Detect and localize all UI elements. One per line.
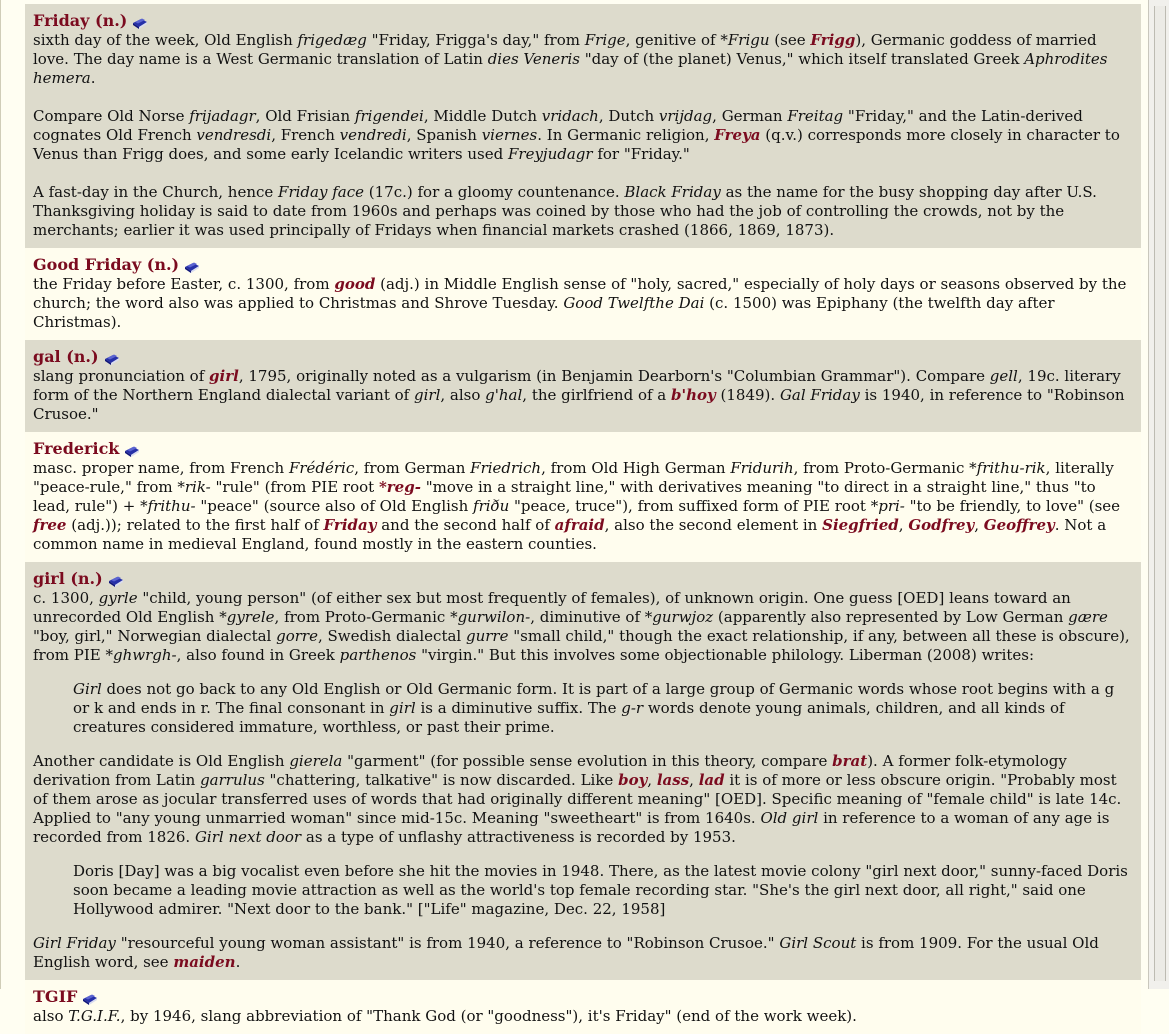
text-run: is from 1909. For the usual Old English word, see — [33, 934, 1099, 971]
italic-term: Girl next door — [194, 828, 302, 846]
text-run: (1849). — [715, 386, 780, 404]
italic-term: *frithu- — [140, 497, 196, 515]
italic-term: gyrle — [98, 589, 138, 607]
text-run: slang pronunciation of — [33, 367, 210, 385]
definition-paragraph — [33, 589, 1133, 665]
text-run: also — [33, 1007, 69, 1025]
italic-term: parthenos — [339, 646, 417, 664]
cross-reference-link[interactable]: Godfrey — [908, 516, 975, 534]
text-run: (q.v.) corresponds more closely in character to Venus than Frigg does, and some early Icelandic writers used — [33, 126, 1120, 163]
text-run: , 1795, originally noted as a vulgarism (in Benjamin Dearborn's "Columbian Grammar"). Compare — [238, 367, 990, 385]
text-run: is 1940, in reference to "Robinson Crusoe." — [33, 386, 1125, 423]
italic-term: frijadagr — [189, 107, 256, 125]
cross-reference-link[interactable]: free — [33, 516, 67, 534]
italic-term: frigedæg — [297, 31, 367, 49]
entry-5 — [25, 562, 1141, 980]
text-run: "virgin." But this involves some objectionable philology. Liberman (2008) writes: — [416, 646, 1035, 664]
book-icon[interactable] — [132, 14, 148, 30]
text-run: the Friday before Easter, c. 1300, from — [33, 275, 335, 293]
text-run: , genitive of — [625, 31, 721, 49]
text-run: Compare Old Norse — [33, 107, 190, 125]
text-run: , — [898, 516, 909, 534]
italic-term: vridach — [541, 107, 599, 125]
italic-term: gære — [1068, 608, 1108, 626]
text-run: (17c.) for a gloomy countenance. — [363, 183, 625, 201]
cross-reference-link[interactable]: Friday — [323, 516, 377, 534]
text-run: . — [235, 953, 241, 971]
text-run: "chattering, talkative" is now discarded. Like — [264, 771, 619, 789]
italic-term: girl — [414, 386, 441, 404]
text-run: , literally "peace-rule," from — [33, 459, 1114, 496]
italic-term: Black Friday — [624, 183, 721, 201]
text-run: , from Proto-Germanic — [793, 459, 970, 477]
text-run: "garment" (for possible sense evolution in this theory, compare — [342, 752, 833, 770]
italic-term: Freitag — [787, 107, 844, 125]
italic-term: gorre — [276, 627, 318, 645]
entry-header — [33, 440, 1133, 459]
definition-paragraph — [33, 367, 1133, 424]
text-run: "to be friendly, to love" (see — [904, 497, 1121, 515]
italic-term: g'hal — [485, 386, 523, 404]
text-run: . Not a common name in medieval England, found mostly in the eastern counties. — [33, 516, 1107, 553]
italic-term: *gyrele — [219, 608, 275, 626]
italic-term: Old girl — [760, 809, 819, 827]
definition-paragraph — [33, 752, 1133, 847]
text-run: Another candidate is Old English — [33, 752, 290, 770]
text-run: . — [90, 69, 96, 87]
vertical-scrollbar[interactable] — [1148, 0, 1169, 989]
text-run: "move in a straight line," with derivatives meaning "to direct in a straight line," thus "to lead, rule") + — [33, 478, 1096, 515]
italic-term: girl — [389, 699, 416, 717]
italic-term: Girl Scout — [779, 934, 857, 952]
cross-reference-link[interactable]: afraid — [554, 516, 605, 534]
entry-1 — [25, 4, 1141, 248]
cross-reference-link[interactable]: lad — [698, 771, 725, 789]
text-run: , from Proto-Germanic — [274, 608, 451, 626]
text-run: masc. proper name, from French — [33, 459, 289, 477]
definition-paragraph — [33, 31, 1133, 88]
entry-header — [33, 256, 1133, 275]
cross-reference-link[interactable]: *reg- — [378, 478, 421, 496]
cross-reference-link[interactable]: maiden — [173, 953, 236, 971]
text-run: (adj.) in Middle English sense of "holy, sacred," especially of holy days or seasons observed by the church; the word also was applied to Christmas and Shrove Tuesday. — [33, 275, 1127, 312]
italic-term: vendresdi — [196, 126, 272, 144]
italic-term: Girl — [73, 680, 102, 698]
book-icon[interactable] — [124, 442, 140, 458]
entry-header — [33, 348, 1133, 367]
headword-link[interactable]: Friday (n.) — [33, 11, 128, 30]
text-run: c. 1300, — [33, 589, 99, 607]
book-icon[interactable] — [82, 990, 98, 1006]
text-run: (apparently also represented by Low German — [713, 608, 1069, 626]
definition-paragraph — [33, 1007, 1133, 1026]
text-run: "child, young person" (of either sex but most frequently of females), of unknown origin. One guess [OED] leans toward an unrecorded Old English — [33, 589, 1071, 626]
cross-reference-link[interactable]: girl — [209, 367, 239, 385]
text-run: "day of (the planet) Venus," which itself translated Greek — [579, 50, 1025, 68]
italic-term: Frédéric — [288, 459, 355, 477]
text-run: , also found in Greek — [176, 646, 340, 664]
cross-reference-link[interactable]: lass — [656, 771, 690, 789]
italic-term: *Frigu — [720, 31, 770, 49]
text-run: "peace, truce"), from suffixed form of PIE root — [509, 497, 871, 515]
text-run: , 19c. literary form of the Northern England dialectal variant of — [33, 367, 1121, 404]
quotation-block — [73, 680, 1133, 737]
text-run: "Friday, Frigga's day," from — [366, 31, 585, 49]
text-run: , diminutive of — [530, 608, 645, 626]
italic-term: *gurwjoz — [644, 608, 714, 626]
book-icon[interactable] — [108, 572, 124, 588]
cross-reference-link[interactable]: Siegfried — [822, 516, 899, 534]
entry-header — [33, 570, 1133, 589]
italic-term: gurre — [466, 627, 509, 645]
text-run: ), Germanic goddess of married love. The day name is a West Germanic translation of Latin — [33, 31, 1097, 68]
text-run: , German — [712, 107, 788, 125]
cross-reference-link[interactable]: boy — [618, 771, 648, 789]
text-run: . In Germanic religion, — [537, 126, 715, 144]
text-run: "rule" (from PIE root — [210, 478, 379, 496]
definition-paragraph — [33, 934, 1133, 972]
text-run: it is of more or less obscure origin. "Probably most of them arose as jocular transferred uses of words that had originally different meaning" [OED]. Specific meaning of "female child" is late 14c. Applied to "any young unmarried woman" since mid-15c. Meaning "sweetheart" is from 1640s. — [33, 771, 1122, 827]
text-run: "peace" (source also of Old English — [195, 497, 474, 515]
entry-2 — [25, 248, 1141, 340]
scrollbar-thumb[interactable] — [1154, 6, 1166, 981]
text-run: , from German — [354, 459, 471, 477]
headword-link[interactable]: Frederick — [33, 439, 120, 458]
text-run: (c. 1500) was Epiphany (the twelfth day after Christmas). — [33, 294, 1055, 331]
quotation-block — [73, 862, 1133, 919]
italic-term: *rik- — [177, 478, 211, 496]
text-run: A fast-day in the Church, hence — [33, 183, 279, 201]
text-run: sixth day of the week, Old English — [33, 31, 298, 49]
text-run: Doris [Day] was a big vocalist even before she hit the movies in 1948. There, as the latest movie colony "girl next door," sunny-faced Doris soon became a leading movie attraction as well as the world's top female recording star. "She's the girl next door, all right," said one Hollywood admirer. "Next door to the bank." ["Life" magazine, Dec. 22, 1958] — [73, 862, 1128, 918]
italic-term: dies Veneris — [487, 50, 580, 68]
italic-term: *pri- — [870, 497, 905, 515]
italic-term: vrijdag — [658, 107, 713, 125]
italic-term: garrulus — [200, 771, 265, 789]
text-run: and the second half of — [376, 516, 555, 534]
cross-reference-link[interactable]: brat — [832, 752, 868, 770]
entry-header — [33, 12, 1133, 31]
italic-term: Gal Friday — [779, 386, 860, 404]
italic-term: gierela — [289, 752, 343, 770]
italic-term: Friedrich — [470, 459, 542, 477]
italic-term: Aphrodites hemera — [33, 50, 1108, 87]
text-run: , French — [271, 126, 340, 144]
cross-reference-link[interactable]: Frigg — [810, 31, 856, 49]
text-run: "small child," though the exact relationship, if any, between all these is obscure), from PIE — [33, 627, 1130, 664]
text-run: for "Friday." — [592, 145, 690, 163]
text-run: in reference to a woman of any age is recorded from 1826. — [33, 809, 1110, 846]
headword-link[interactable]: TGIF — [33, 987, 78, 1006]
definition-paragraph — [33, 459, 1133, 554]
text-run: ). A former folk-etymology derivation from Latin — [33, 752, 1067, 789]
italic-term: *ghwrgh- — [105, 646, 177, 664]
text-run: does not go back to any Old English or Old Germanic form. It is part of a large group of Germanic words whose root begins with a g or k and ends in r. The final consonant in — [73, 680, 1115, 717]
book-icon[interactable] — [184, 258, 200, 274]
text-run: , by 1946, slang abbreviation of "Thank God (or "goodness"), it's Friday" (end of the work week). — [120, 1007, 857, 1025]
definition-paragraph — [33, 183, 1133, 240]
book-icon[interactable] — [104, 350, 120, 366]
italic-term: *frithu-rik — [969, 459, 1046, 477]
text-run: , Spanish — [406, 126, 482, 144]
text-run: is a diminutive suffix. The — [415, 699, 622, 717]
text-run: , Middle Dutch — [423, 107, 542, 125]
italic-term: viernes — [481, 126, 538, 144]
text-run: as a type of unflashy attractiveness is recorded by 1953. — [301, 828, 736, 846]
italic-term: Fridurih — [730, 459, 794, 477]
italic-term: gell — [989, 367, 1018, 385]
headword-link[interactable]: Good Friday (n.) — [33, 255, 180, 274]
text-run: "Friday," and the Latin-derived cognates Old French — [33, 107, 1083, 144]
text-run: words denote young animals, children, and all kinds of creatures considered immature, worthless, or past their prime. — [73, 699, 1065, 736]
entry-3 — [25, 340, 1141, 432]
italic-term: Friday face — [278, 183, 364, 201]
italic-term: friðu — [473, 497, 510, 515]
text-run: , from Old High German — [541, 459, 731, 477]
entry-6 — [25, 980, 1141, 1034]
entry-4 — [25, 432, 1141, 562]
left-rule — [0, 0, 1, 989]
italic-term: g-r — [621, 699, 644, 717]
cross-reference-link[interactable]: Freya — [714, 126, 761, 144]
cross-reference-link[interactable]: Geoffrey — [983, 516, 1055, 534]
italic-term: Good Twelfthe Dai — [563, 294, 705, 312]
text-run: as the name for the busy shopping day after U.S. Thanksgiving holiday is said to date from 1960s and perhaps was coined by those who had the job of controlling the crowds, not by the merchants; earlier it was used principally of Fridays when financial markets crashed (1866, 1869, 1873). — [33, 183, 1097, 239]
text-run: (see — [769, 31, 811, 49]
text-run: , also the second element in — [604, 516, 823, 534]
text-run: , — [689, 771, 699, 789]
italic-term: Girl Friday — [33, 934, 116, 952]
text-run: "resourceful young woman assistant" is from 1940, a reference to "Robinson Crusoe." — [115, 934, 780, 952]
text-run: (adj.)); related to the first half of — [66, 516, 324, 534]
headword-link[interactable]: girl (n.) — [33, 569, 103, 588]
text-run: , also — [440, 386, 486, 404]
text-run: , Dutch — [598, 107, 659, 125]
cross-reference-link[interactable]: good — [334, 275, 376, 293]
italic-term: frigendei — [354, 107, 424, 125]
text-run: , the girlfriend of a — [522, 386, 672, 404]
entry-header — [33, 988, 1133, 1007]
italic-term: Frige — [584, 31, 626, 49]
text-run: , — [647, 771, 657, 789]
headword-link[interactable]: gal (n.) — [33, 347, 99, 366]
text-run: "boy, girl," Norwegian dialectal — [33, 627, 277, 645]
italic-term: vendredi — [339, 126, 407, 144]
text-run: , — [974, 516, 984, 534]
cross-reference-link[interactable]: b'hoy — [671, 386, 716, 404]
italic-term: Freyjudagr — [508, 145, 593, 163]
italic-term: T.G.I.F. — [68, 1007, 121, 1025]
italic-term: *gurwilon- — [450, 608, 531, 626]
text-run: , Old Frisian — [255, 107, 355, 125]
text-run: , Swedish dialectal — [317, 627, 466, 645]
definition-paragraph — [33, 275, 1133, 332]
definition-paragraph — [33, 107, 1133, 164]
